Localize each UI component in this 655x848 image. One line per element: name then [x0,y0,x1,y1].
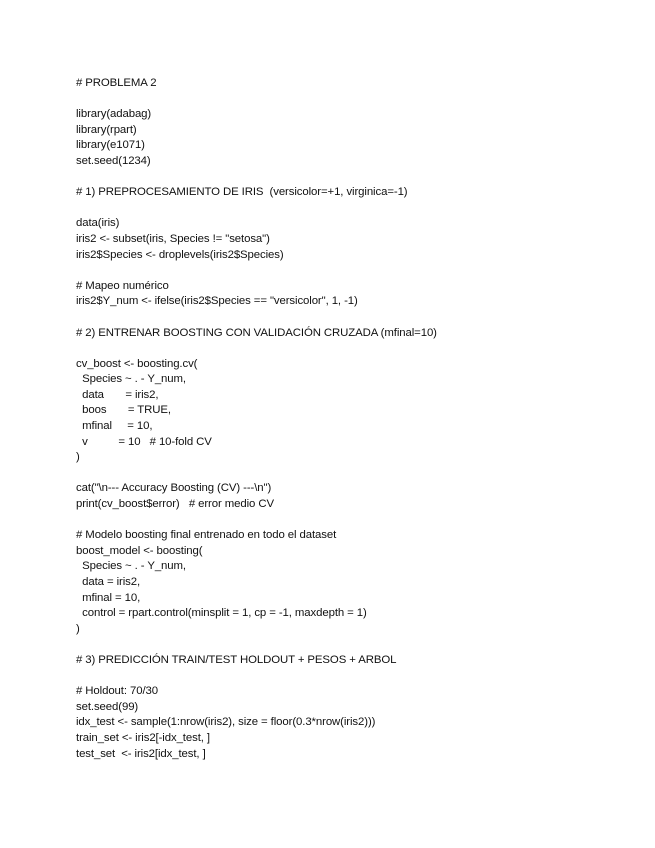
comment-line: # Modelo boosting final entrenado en todo el dataset [76,529,337,542]
code-line: cat("\n--- Accuracy Boosting (CV) ---\n") [76,482,272,495]
code-line: Species ~ . - Y_num, [76,373,186,386]
code-line: print(cv_boost$error) # error medio CV [76,498,274,511]
code-line: library(e1071) [76,139,145,152]
blank-line [76,310,636,326]
code-line: mfinal = 10, [76,591,141,604]
comment-line: # Holdout: 70/30 [76,685,158,698]
blank-line [76,263,636,279]
code-line: mfinal = 10, [76,420,153,433]
blank-line [76,637,636,653]
code-line: Species ~ . - Y_num, [76,560,186,573]
code-line: boost_model <- boosting( [76,544,203,557]
code-line: control = rpart.control(minsplit = 1, cp = -1, maxdepth = 1) [76,607,367,620]
code-line: data(iris) [76,217,120,230]
code-line: boos = TRUE, [76,404,171,417]
code-line: ) [76,622,80,635]
code-line: data = iris2, [76,388,159,401]
code-line: library(adabag) [76,108,152,121]
code-line: library(rpart) [76,123,137,136]
code-line: train_set <- iris2[-idx_test, ] [76,731,210,744]
code-line: cv_boost <- boosting.cv( [76,357,198,370]
comment-line: # 1) PREPROCESAMIENTO DE IRIS (versicolor=+1, virginica=-1) [76,186,408,199]
blank-line [76,466,636,482]
blank-line [76,170,636,186]
blank-line [76,341,636,357]
code-line: v = 10 # 10-fold CV [76,435,212,448]
code-line: data = iris2, [76,576,141,588]
code-line: set.seed(1234) [76,154,151,167]
comment-line: # 2) ENTRENAR BOOSTING CON VALIDACIÓN CRUZADA (mfinal=10) [76,326,437,339]
blank-line [76,92,636,108]
code-line: iris2$Species <- droplevels(iris2$Species) [76,248,284,261]
comment-line: # Mapeo numérico [76,279,169,292]
code-line: iris2 <- subset(iris, Species != "setosa") [76,232,270,245]
code-listing [76,76,636,762]
code-line: set.seed(99) [76,700,139,713]
code-line: idx_test <- sample(1:nrow(iris2), size = floor(0.3*nrow(iris2))) [76,716,376,729]
blank-line [76,513,636,529]
blank-line [76,669,636,685]
comment-line: # PROBLEMA 2 [76,77,157,89]
code-line: test_set <- iris2[idx_test, ] [76,747,206,760]
blank-line [76,201,636,217]
comment-line: # 3) PREDICCIÓN TRAIN/TEST HOLDOUT + PESOS + ARBOL [76,653,397,666]
code-line: ) [76,451,80,464]
code-line: iris2$Y_num <- ifelse(iris2$Species == "versicolor", 1, -1) [76,295,358,308]
